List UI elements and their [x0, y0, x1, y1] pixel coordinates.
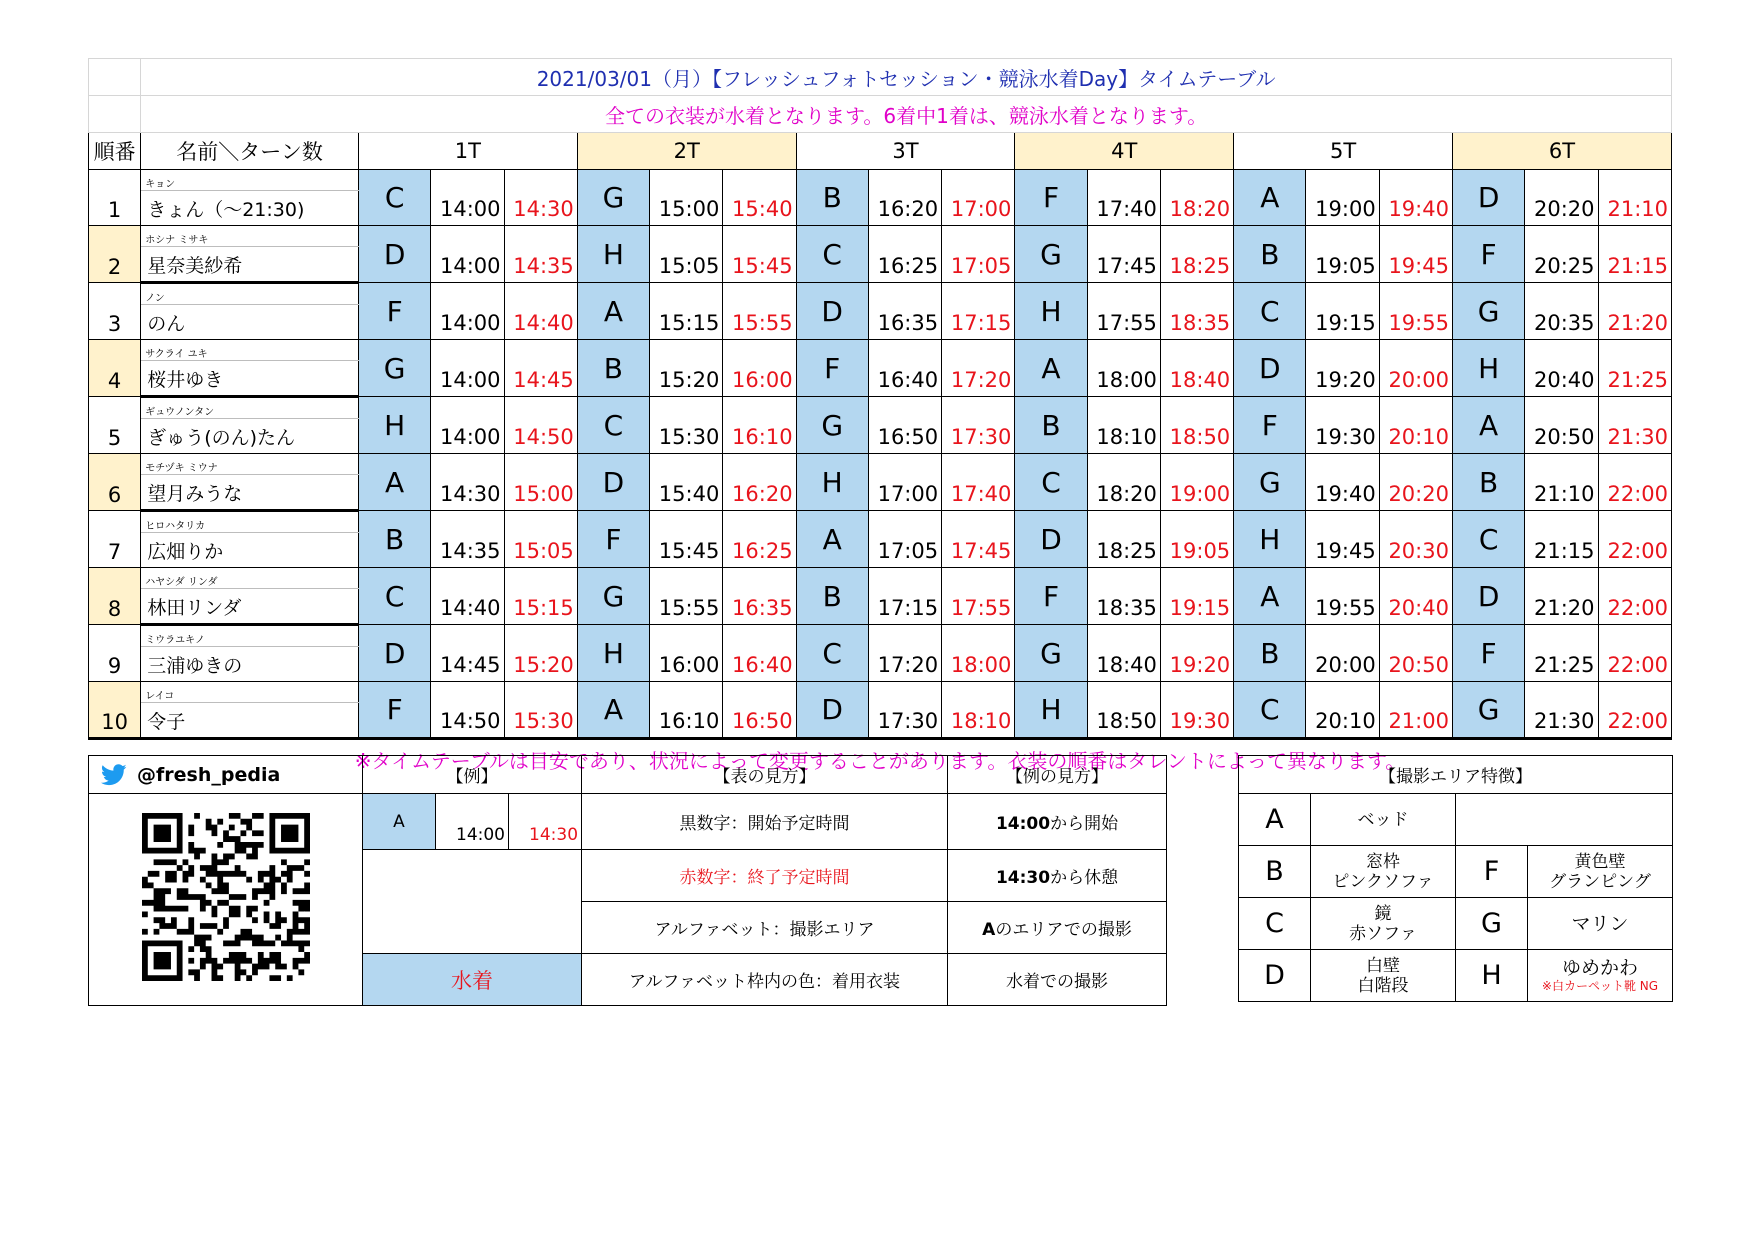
start-time: 15:15	[650, 283, 723, 340]
area-cell: G	[1015, 226, 1087, 283]
area-cell: H	[1452, 340, 1524, 397]
area-cell: H	[1015, 682, 1087, 739]
area-cell: G	[796, 397, 868, 454]
col-header-turn-3: 3T	[796, 133, 1015, 170]
start-time: 15:55	[650, 568, 723, 625]
start-time: 20:40	[1525, 340, 1598, 397]
area-cell: F	[1015, 568, 1087, 625]
start-time: 16:25	[868, 226, 941, 283]
start-time: 15:45	[650, 511, 723, 568]
row-number: 3	[89, 283, 141, 340]
area-cell: D	[1015, 511, 1087, 568]
area-cell: B	[796, 170, 868, 226]
end-time: 17:05	[942, 226, 1015, 283]
end-time: 14:40	[504, 283, 577, 340]
row-number: 8	[89, 568, 141, 625]
start-time: 16:10	[650, 682, 723, 739]
qr-code-icon[interactable]	[142, 813, 310, 981]
talent-name: 三浦ゆきの	[141, 647, 359, 682]
end-time: 17:45	[942, 511, 1015, 568]
area-cell: C	[796, 226, 868, 283]
start-time: 16:35	[868, 283, 941, 340]
col-header-turn-2: 2T	[577, 133, 796, 170]
start-time: 21:20	[1525, 568, 1598, 625]
area-cell: B	[1234, 625, 1306, 682]
start-time: 19:45	[1306, 511, 1379, 568]
end-time: 18:10	[942, 682, 1015, 739]
end-time: 17:00	[942, 170, 1015, 226]
area-cell: D	[1452, 170, 1524, 226]
area-cell: B	[1452, 454, 1524, 511]
area-cell: C	[1452, 511, 1524, 568]
area-letter-c: C	[1239, 898, 1311, 950]
example-howto-header: 【例の見方】	[948, 756, 1167, 794]
talent-name: 星奈美紗希	[141, 247, 359, 283]
end-time: 21:10	[1598, 170, 1672, 226]
row-number: 10	[89, 682, 141, 739]
end-time: 14:50	[504, 397, 577, 454]
end-time: 19:30	[1160, 682, 1233, 739]
start-time: 18:10	[1087, 397, 1160, 454]
table-row	[89, 397, 1672, 419]
end-time: 20:50	[1379, 625, 1452, 682]
area-cell: A	[1452, 397, 1524, 454]
table-row	[89, 682, 1672, 703]
end-time: 15:05	[504, 511, 577, 568]
row-number: 5	[89, 397, 141, 454]
area-cell: F	[1015, 170, 1087, 226]
start-time: 16:40	[868, 340, 941, 397]
area-cell: D	[796, 682, 868, 739]
start-time: 20:25	[1525, 226, 1598, 283]
area-cell: C	[1234, 682, 1306, 739]
end-time: 22:00	[1598, 625, 1672, 682]
end-time: 19:20	[1160, 625, 1233, 682]
start-time: 16:00	[650, 625, 723, 682]
area-cell: C	[577, 397, 649, 454]
howto-2: 赤数字：終了予定時間	[582, 850, 948, 902]
end-time: 20:30	[1379, 511, 1452, 568]
start-time: 14:00	[431, 170, 504, 226]
area-cell: H	[796, 454, 868, 511]
area-cell: A	[1234, 568, 1306, 625]
howto-1: 黒数字：開始予定時間	[582, 794, 948, 850]
area-letter-d: D	[1239, 950, 1311, 1002]
area-cell: H	[577, 226, 649, 283]
area-cell: H	[577, 625, 649, 682]
area-cell: G	[1234, 454, 1306, 511]
area-letter-a: A	[1239, 794, 1311, 846]
start-time: 19:55	[1306, 568, 1379, 625]
area-cell: B	[1234, 226, 1306, 283]
area-desc-h: ゆめかわ ※白カーペット靴 NG	[1528, 950, 1673, 1002]
end-time: 14:35	[504, 226, 577, 283]
start-time: 14:00	[431, 397, 504, 454]
start-time: 17:55	[1087, 283, 1160, 340]
area-cell: A	[1015, 340, 1087, 397]
talent-name: 林田リンダ	[141, 589, 359, 625]
end-time: 21:00	[1379, 682, 1452, 739]
start-time: 15:05	[650, 226, 723, 283]
twitter-handle[interactable]: @fresh_pedia	[137, 763, 281, 786]
end-time: 22:00	[1598, 511, 1672, 568]
talent-kana: ハヤシダ リンダ	[141, 568, 359, 589]
end-time: 20:00	[1379, 340, 1452, 397]
start-time: 20:35	[1525, 283, 1598, 340]
area-cell: G	[358, 340, 430, 397]
area-cell: A	[796, 511, 868, 568]
area-cell: G	[1015, 625, 1087, 682]
howto-header: 【表の見方】	[582, 756, 948, 794]
end-time: 20:20	[1379, 454, 1452, 511]
area-desc-d: 白壁 白階段	[1311, 950, 1456, 1002]
col-header-turn-6: 6T	[1452, 133, 1671, 170]
howto-3: アルファベット：撮影エリア	[582, 902, 948, 954]
start-time: 14:50	[431, 682, 504, 739]
area-cell: D	[358, 226, 430, 283]
area-cell: D	[796, 283, 868, 340]
area-cell: D	[358, 625, 430, 682]
end-time: 21:25	[1598, 340, 1672, 397]
end-time: 15:55	[723, 283, 796, 340]
end-time: 16:20	[723, 454, 796, 511]
row-number: 4	[89, 340, 141, 397]
table-row	[89, 625, 1672, 647]
talent-name: 望月みうな	[141, 475, 359, 511]
start-time: 14:45	[431, 625, 504, 682]
start-time: 14:00	[431, 226, 504, 283]
example-start: 14:00	[436, 794, 509, 850]
area-desc-b: 窓枠 ピンクソファ	[1311, 846, 1456, 898]
start-time: 17:30	[868, 682, 941, 739]
meaning-2: 14:30から休憩	[948, 850, 1167, 902]
area-cell: B	[577, 340, 649, 397]
end-time: 16:00	[723, 340, 796, 397]
start-time: 19:40	[1306, 454, 1379, 511]
area-letter-f: F	[1456, 846, 1528, 898]
meaning-1: 14:00から開始	[948, 794, 1167, 850]
start-time: 15:20	[650, 340, 723, 397]
end-time: 21:15	[1598, 226, 1672, 283]
area-cell: C	[1234, 283, 1306, 340]
area-cell: A	[577, 283, 649, 340]
area-cell: G	[577, 170, 649, 226]
end-time: 15:40	[723, 170, 796, 226]
start-time: 18:00	[1087, 340, 1160, 397]
area-cell: A	[577, 682, 649, 739]
end-time: 16:35	[723, 568, 796, 625]
talent-name: のん	[141, 305, 359, 340]
example-area: A	[363, 794, 436, 850]
row-number: 7	[89, 511, 141, 568]
area-cell: C	[358, 568, 430, 625]
end-time: 15:00	[504, 454, 577, 511]
end-time: 18:50	[1160, 397, 1233, 454]
area-features-title: 【撮影エリア特徴】	[1239, 756, 1673, 794]
start-time: 19:30	[1306, 397, 1379, 454]
start-time: 14:00	[431, 283, 504, 340]
col-header-turn-4: 4T	[1015, 133, 1234, 170]
col-header-turn-1: 1T	[358, 133, 577, 170]
end-time: 16:40	[723, 625, 796, 682]
end-time: 22:00	[1598, 454, 1672, 511]
start-time: 18:50	[1087, 682, 1160, 739]
start-time: 19:20	[1306, 340, 1379, 397]
end-time: 19:55	[1379, 283, 1452, 340]
area-desc-c: 鏡 赤ソファ	[1311, 898, 1456, 950]
area-cell: D	[1452, 568, 1524, 625]
end-time: 20:10	[1379, 397, 1452, 454]
end-time: 18:20	[1160, 170, 1233, 226]
end-time: 18:25	[1160, 226, 1233, 283]
end-time: 17:40	[942, 454, 1015, 511]
end-time: 15:15	[504, 568, 577, 625]
end-time: 16:25	[723, 511, 796, 568]
col-header-turn-5: 5T	[1234, 133, 1453, 170]
howto-4: アルファベット枠内の色：着用衣装	[582, 954, 948, 1006]
area-cell: B	[358, 511, 430, 568]
row-number: 1	[89, 170, 141, 226]
start-time: 20:00	[1306, 625, 1379, 682]
table-row	[89, 283, 1672, 305]
start-time: 15:40	[650, 454, 723, 511]
start-time: 19:15	[1306, 283, 1379, 340]
area-features-table	[1238, 755, 1673, 1002]
end-time: 22:00	[1598, 568, 1672, 625]
row-number: 2	[89, 226, 141, 283]
start-time: 19:00	[1306, 170, 1379, 226]
start-time: 21:30	[1525, 682, 1598, 739]
end-time: 18:35	[1160, 283, 1233, 340]
end-time: 19:40	[1379, 170, 1452, 226]
start-time: 17:40	[1087, 170, 1160, 226]
start-time: 14:40	[431, 568, 504, 625]
talent-kana: ホシナ ミサキ	[141, 226, 359, 247]
table-row	[89, 170, 1672, 191]
example-end: 14:30	[509, 794, 582, 850]
talent-kana: モチヅキ ミウナ	[141, 454, 359, 475]
end-time: 17:15	[942, 283, 1015, 340]
start-time: 14:35	[431, 511, 504, 568]
talent-name: ぎゅう(のん)たん	[141, 419, 359, 454]
talent-kana: ヒロハタリカ	[141, 511, 359, 533]
start-time: 21:10	[1525, 454, 1598, 511]
table-row	[89, 454, 1672, 475]
end-time: 18:00	[942, 625, 1015, 682]
end-time: 15:45	[723, 226, 796, 283]
page-subtitle: 全ての衣装が水着となります。6着中1着は、競泳水着となります。	[141, 96, 1672, 133]
start-time: 17:45	[1087, 226, 1160, 283]
start-time: 20:20	[1525, 170, 1598, 226]
col-header-name: 名前＼ターン数	[141, 133, 359, 170]
table-row	[89, 226, 1672, 247]
end-time: 15:20	[504, 625, 577, 682]
end-time: 15:30	[504, 682, 577, 739]
meaning-4: 水着での撮影	[948, 954, 1167, 1006]
area-cell: B	[1015, 397, 1087, 454]
start-time: 19:05	[1306, 226, 1379, 283]
area-letter-h: H	[1456, 950, 1528, 1002]
end-time: 19:05	[1160, 511, 1233, 568]
area-cell: F	[358, 283, 430, 340]
talent-kana: レイコ	[141, 682, 359, 703]
example-header: 【例】	[363, 756, 582, 794]
end-time: 16:50	[723, 682, 796, 739]
area-desc-a: ベッド	[1311, 794, 1456, 846]
area-cell: D	[1234, 340, 1306, 397]
start-time: 14:00	[431, 340, 504, 397]
twitter-cell[interactable]	[89, 756, 363, 794]
talent-kana: ギュウノンタン	[141, 397, 359, 419]
end-time: 16:10	[723, 397, 796, 454]
qr-code-cell	[89, 794, 363, 1006]
talent-kana: キョン	[141, 170, 359, 191]
area-cell: G	[1452, 682, 1524, 739]
area-cell: A	[1234, 170, 1306, 226]
footnote: ※タイムテーブルは目安であり、状況によって変更することがあります。衣装の順番はタレントによって異なります。	[89, 739, 1672, 779]
area-cell: C	[1015, 454, 1087, 511]
end-time: 19:45	[1379, 226, 1452, 283]
row-number: 6	[89, 454, 141, 511]
talent-kana: サクライ ユキ	[141, 340, 359, 361]
end-time: 14:45	[504, 340, 577, 397]
end-time: 17:55	[942, 568, 1015, 625]
area-desc-f: 黄色壁 グランピング	[1528, 846, 1673, 898]
area-cell: H	[1015, 283, 1087, 340]
talent-kana: ノン	[141, 283, 359, 305]
end-time: 19:00	[1160, 454, 1233, 511]
area-cell: H	[1234, 511, 1306, 568]
area-letter-g: G	[1456, 898, 1528, 950]
page-title: 2021/03/01（月）【フレッシュフォトセッション・競泳水着Day】タイムテーブル	[141, 59, 1672, 96]
area-desc-g: マリン	[1528, 898, 1673, 950]
end-time: 14:30	[504, 170, 577, 226]
row-number: 9	[89, 625, 141, 682]
start-time: 21:25	[1525, 625, 1598, 682]
start-time: 21:15	[1525, 511, 1598, 568]
start-time: 16:20	[868, 170, 941, 226]
table-row	[89, 568, 1672, 589]
talent-name: 令子	[141, 703, 359, 739]
start-time: 18:35	[1087, 568, 1160, 625]
start-time: 16:50	[868, 397, 941, 454]
area-cell: F	[1234, 397, 1306, 454]
table-row	[89, 511, 1672, 533]
end-time: 17:30	[942, 397, 1015, 454]
area-cell: G	[577, 568, 649, 625]
talent-kana: ミウラユキノ	[141, 625, 359, 647]
start-time: 18:20	[1087, 454, 1160, 511]
timetable	[88, 58, 1672, 778]
area-letter-b: B	[1239, 846, 1311, 898]
start-time: 18:40	[1087, 625, 1160, 682]
end-time: 18:40	[1160, 340, 1233, 397]
end-time: 20:40	[1379, 568, 1452, 625]
start-time: 17:15	[868, 568, 941, 625]
area-cell: F	[1452, 625, 1524, 682]
start-time: 18:25	[1087, 511, 1160, 568]
area-cell: H	[358, 397, 430, 454]
talent-name: きょん（〜21:30)	[141, 191, 359, 226]
start-time: 20:50	[1525, 397, 1598, 454]
end-time: 21:20	[1598, 283, 1672, 340]
area-cell: D	[577, 454, 649, 511]
twitter-icon	[101, 764, 127, 786]
end-time: 22:00	[1598, 682, 1672, 739]
area-cell: G	[1452, 283, 1524, 340]
col-header-no: 順番	[89, 133, 141, 170]
start-time: 17:00	[868, 454, 941, 511]
legend-table	[88, 755, 1167, 1006]
start-time: 15:00	[650, 170, 723, 226]
talent-name: 桜井ゆき	[141, 361, 359, 397]
start-time: 20:10	[1306, 682, 1379, 739]
end-time: 21:30	[1598, 397, 1672, 454]
end-time: 17:20	[942, 340, 1015, 397]
area-cell: A	[358, 454, 430, 511]
start-time: 14:30	[431, 454, 504, 511]
start-time: 17:20	[868, 625, 941, 682]
table-row	[89, 340, 1672, 361]
timetable-sheet	[88, 58, 1672, 778]
meaning-3: Aのエリアでの撮影	[948, 902, 1167, 954]
area-cell: F	[796, 340, 868, 397]
area-cell: C	[796, 625, 868, 682]
talent-name: 広畑りか	[141, 533, 359, 568]
start-time: 17:05	[868, 511, 941, 568]
area-cell: F	[358, 682, 430, 739]
swimsuit-legend: 水着	[363, 954, 582, 1006]
area-cell: B	[796, 568, 868, 625]
area-cell: F	[1452, 226, 1524, 283]
area-cell: F	[577, 511, 649, 568]
end-time: 19:15	[1160, 568, 1233, 625]
area-cell: C	[358, 170, 430, 226]
start-time: 15:30	[650, 397, 723, 454]
